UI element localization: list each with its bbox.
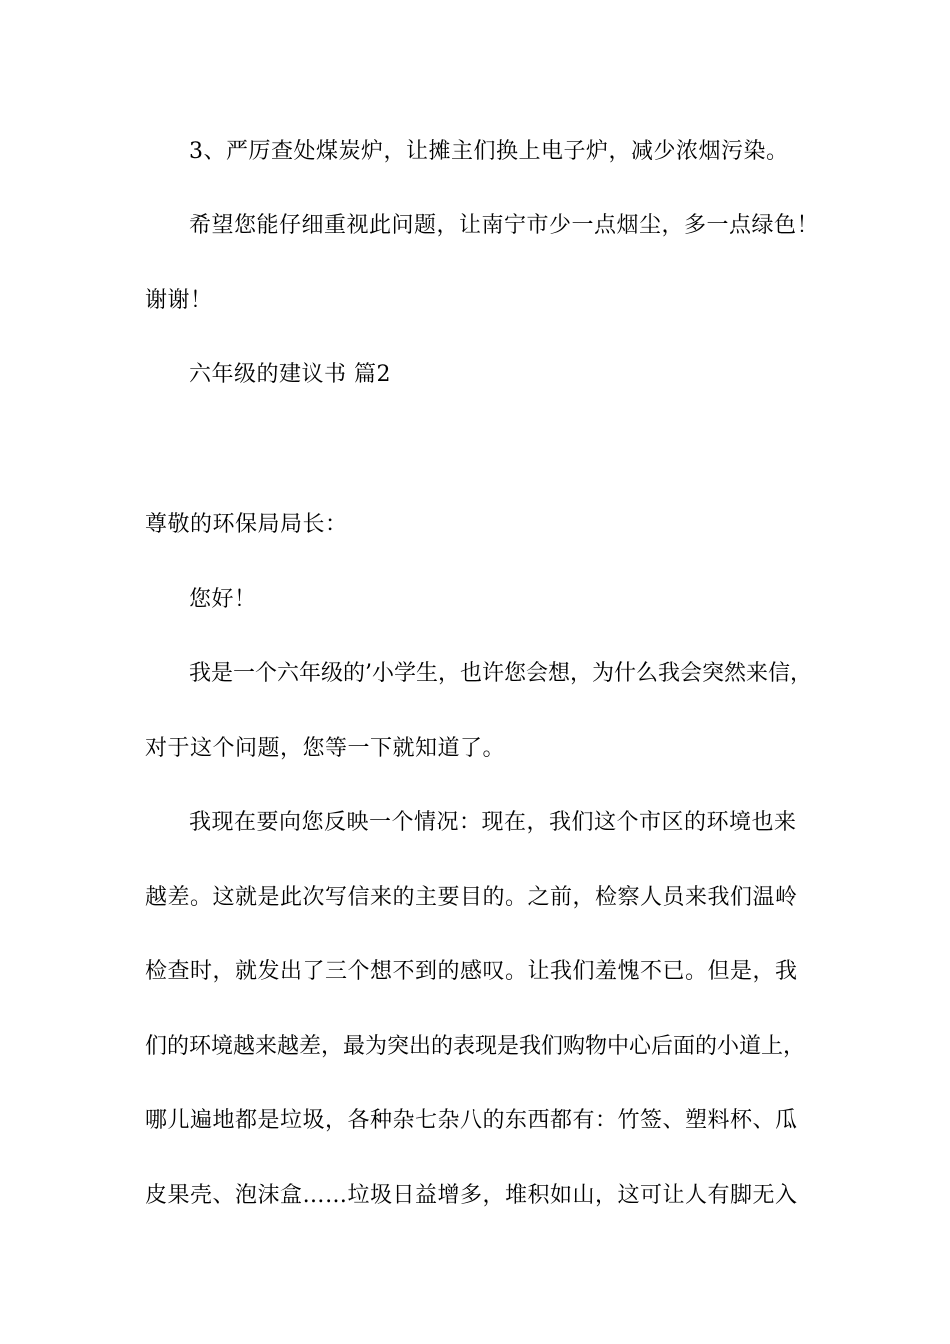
paragraph-item-3: 3、严厉查处煤炭炉，让摊主们换上电子炉，减少浓烟污染。	[189, 139, 789, 164]
salutation: 尊敬的环保局局长：	[145, 512, 348, 537]
body-line: 我现在要向您反映一个情况：现在，我们这个市区的环境也来	[189, 810, 797, 835]
body-line: 越差。这就是此次写信来的主要目的。之前，检察人员来我们温岭	[145, 885, 798, 910]
paragraph-thanks: 谢谢！	[145, 288, 213, 313]
paragraph-hope: 希望您能仔细重视此问题，让南宁市少一点烟尘，多一点绿色！	[189, 213, 820, 238]
greeting: 您好！	[189, 587, 257, 612]
body-line: 对于这个问题，您等一下就知道了。	[145, 736, 506, 761]
section-title: 六年级的建议书 篇2	[189, 362, 391, 387]
body-line: 检查时，就发出了三个想不到的感叹。让我们羞愧不已。但是，我	[145, 959, 798, 984]
body-line: 我是一个六年级的’小学生，也许您会想，为什么我会突然来信，	[189, 661, 812, 686]
body-line: 皮果壳、泡沫盒……垃圾日益增多，堆积如山，这可让人有脚无入	[145, 1183, 798, 1208]
body-line: 们的环境越来越差，最为突出的表现是我们购物中心后面的小道上，	[145, 1034, 806, 1059]
body-line: 哪儿遍地都是垃圾，各种杂七杂八的东西都有：竹签、塑料杯、瓜	[145, 1108, 798, 1133]
